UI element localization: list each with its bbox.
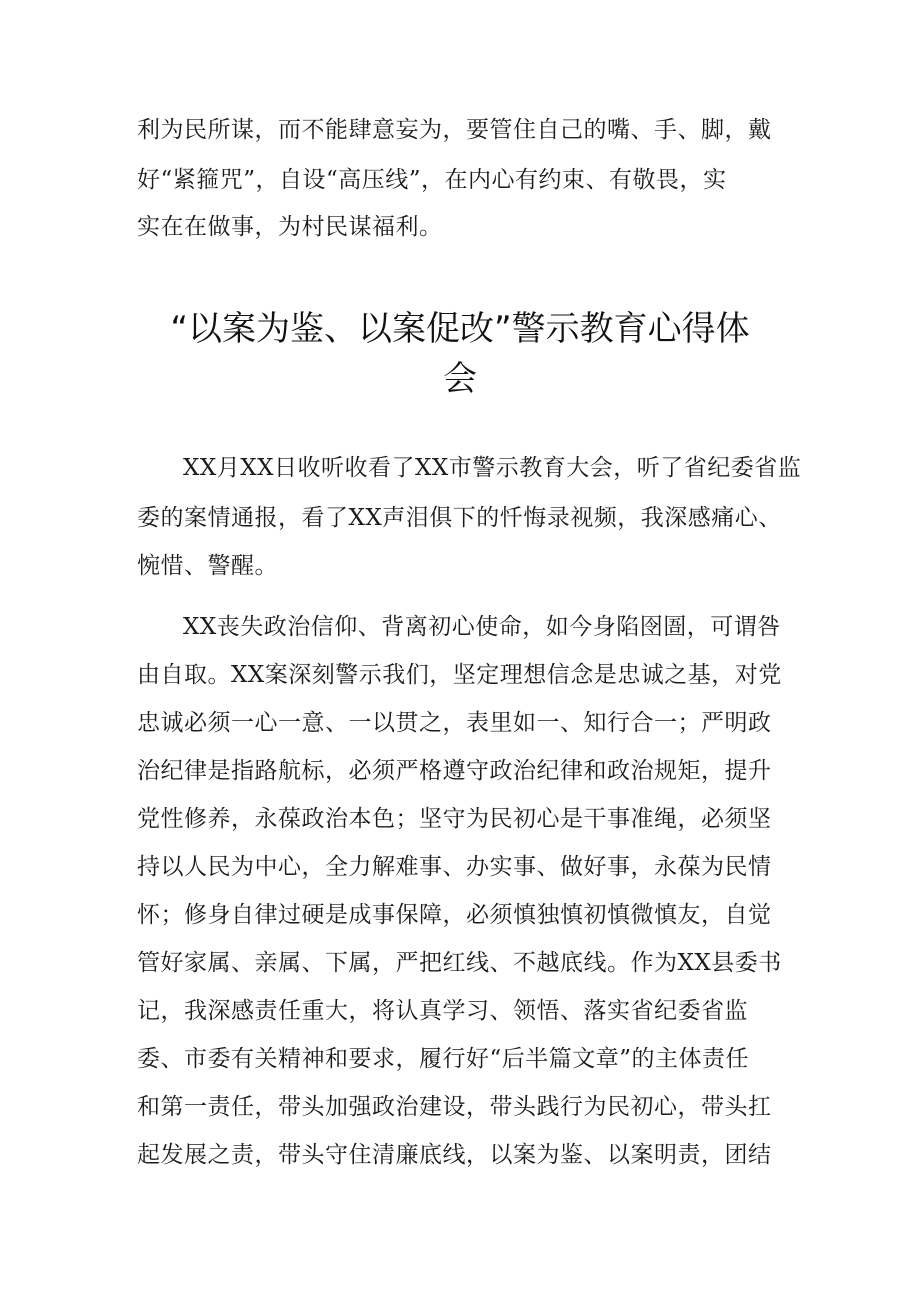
text-line: 忠诚必须一心一意、一以贯之，表里如一、知行合一；严明政 xyxy=(137,710,772,736)
text-line: 党性修养，永葆政治本色；坚守为民初心是干事准绳，必须坚 xyxy=(137,806,772,832)
text-line: XX丧失政治信仰、背离初心使命，如今身陷囹圄，可谓咎 xyxy=(183,614,781,640)
text-line: 持以人民为中心，全力解难事、办实事、做好事，永葆为民情 xyxy=(137,854,772,880)
document-title-continued: 会 xyxy=(443,359,477,399)
text-line: 管好家属、亲属、下属，严把红线、不越底线。作为XX县委书 xyxy=(137,950,782,976)
text-line: 惋惜、警醒。 xyxy=(137,553,278,579)
text-line: 好“紧箍咒”，自设“高压线”，在内心有约束、有敬畏，实 xyxy=(137,167,727,193)
document-title: “以案为鉴、以案促改”警示教育心得体 xyxy=(170,309,750,349)
text-line: 起发展之责，带头守住清廉底线，以案为鉴、以案明责，团结 xyxy=(137,1142,772,1168)
text-line: 委的案情通报，看了XX声泪俱下的忏悔录视频，我深感痛心、 xyxy=(137,505,782,531)
text-line: 利为民所谋，而不能肆意妄为，要管住自己的嘴、手、脚，戴 xyxy=(137,117,772,143)
text-line: 由自取。XX案深刻警示我们，坚定理想信念是忠诚之基，对党 xyxy=(137,662,782,688)
text-line: 治纪律是指路航标，必须严格遵守政治纪律和政治规矩，提升 xyxy=(137,758,772,784)
text-line: 和第一责任，带头加强政治建设，带头践行为民初心，带头扛 xyxy=(137,1094,772,1120)
text-line: 怀；修身自律过硬是成事保障，必须慎独慎初慎微慎友，自觉 xyxy=(137,902,772,928)
text-line: 委、市委有关精神和要求，履行好“后半篇文章”的主体责任 xyxy=(137,1046,750,1072)
text-line: XX月XX日收听收看了XX市警示教育大会，听了省纪委省监 xyxy=(183,455,802,481)
text-line: 记，我深感责任重大，将认真学习、领悟、落实省纪委省监 xyxy=(137,998,748,1024)
text-line: 实在在做事，为村民谋福利。 xyxy=(137,214,443,240)
